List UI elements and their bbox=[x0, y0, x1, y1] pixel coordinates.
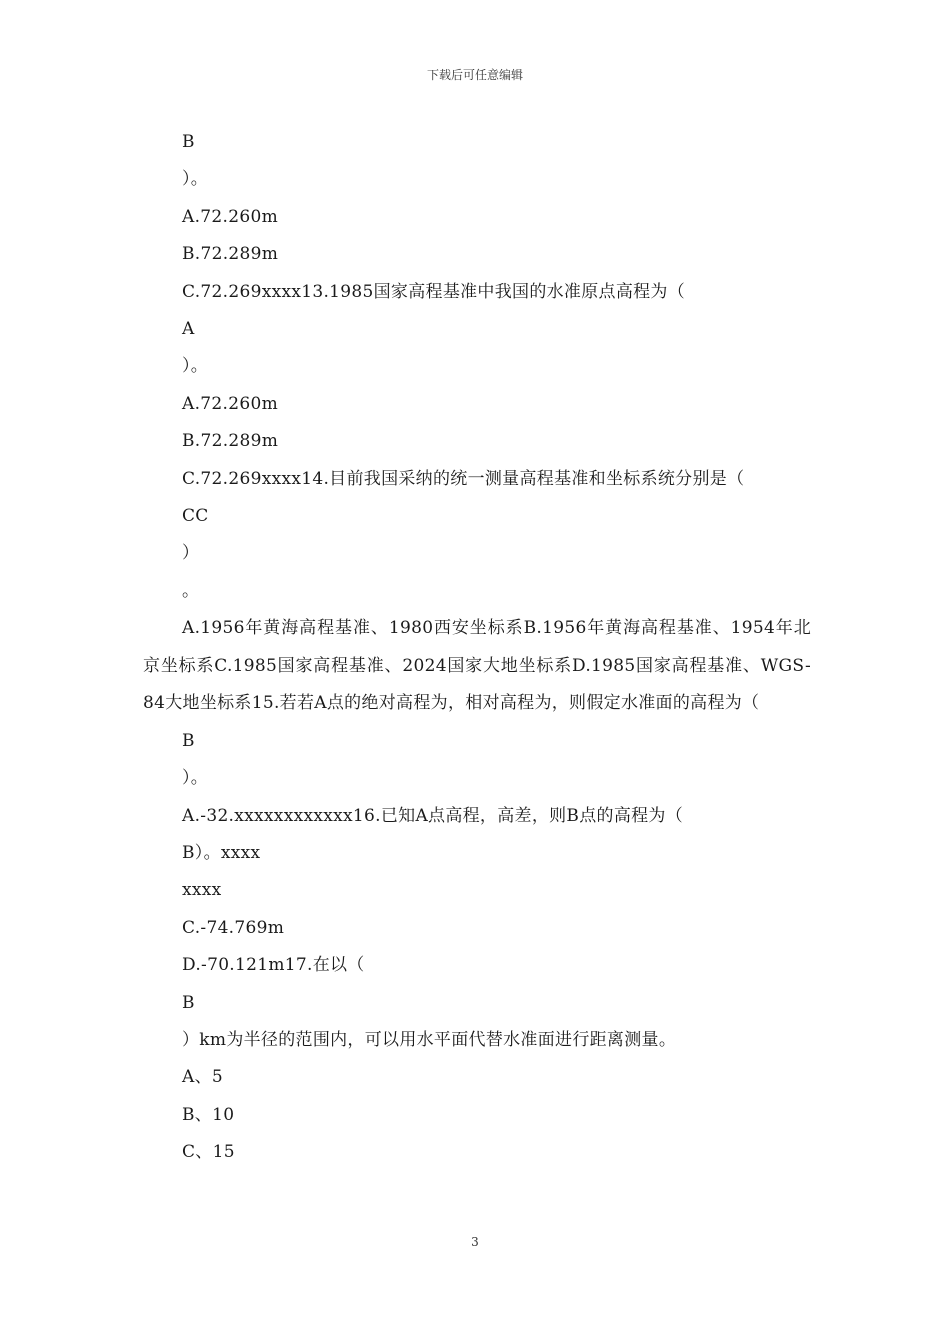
text-line: B.72.289m bbox=[182, 431, 279, 452]
text-line: ）。 bbox=[182, 169, 209, 190]
text-line: C.72.269xxxx13.1985国家高程基准中我国的水准原点高程为（ bbox=[182, 281, 686, 302]
text-line: A.72.260m bbox=[182, 393, 278, 414]
text-line: B bbox=[182, 992, 195, 1013]
text-line: A.72.260m bbox=[182, 206, 278, 227]
text-line: 。 bbox=[182, 580, 200, 601]
text-line: B bbox=[182, 132, 195, 152]
text-line: ）。 bbox=[182, 768, 209, 789]
text-line: B bbox=[182, 730, 195, 751]
text-line: xxxx bbox=[182, 880, 222, 901]
document-body bbox=[143, 124, 812, 1172]
text-line: B）。xxxx bbox=[182, 843, 261, 864]
text-line: C、15 bbox=[182, 1142, 235, 1163]
text-line: B、10 bbox=[182, 1104, 235, 1125]
text-line: C.-74.769m bbox=[182, 917, 285, 938]
body-paragraph: A.1956年黄海高程基准、1980西安坐标系B.1956年黄海高程基准、1954年北京坐标系C.1985国家高程基准、2024国家大地坐标系D.1985国家高程基准、WGS-84大地坐标系15.若若A点的绝对高程为，相对高程为，则假定水准面的高程为（ bbox=[143, 618, 811, 714]
page-number: 3 bbox=[471, 1235, 479, 1249]
text-line: ） bbox=[182, 543, 200, 564]
page-header: 下载后可任意编辑 bbox=[426, 68, 523, 82]
text-line: A、5 bbox=[182, 1067, 223, 1088]
text-line: C.72.269xxxx14.目前我国采纳的统一测量高程基准和坐标系统分别是（ bbox=[182, 468, 745, 489]
text-line: CC bbox=[182, 505, 209, 526]
text-line: B.72.289m bbox=[182, 244, 279, 265]
text-line: ）。 bbox=[182, 356, 209, 377]
text-line: A.-32.xxxxxxxxxxxx16.已知A点高程，高差，则B点的高程为（ bbox=[182, 805, 684, 826]
text-line: ）km为半径的范围内，可以用水平面代替水准面进行距离测量。 bbox=[182, 1029, 677, 1050]
text-line: D.-70.121m17.在以（ bbox=[182, 955, 365, 976]
text-line: A bbox=[182, 318, 195, 339]
